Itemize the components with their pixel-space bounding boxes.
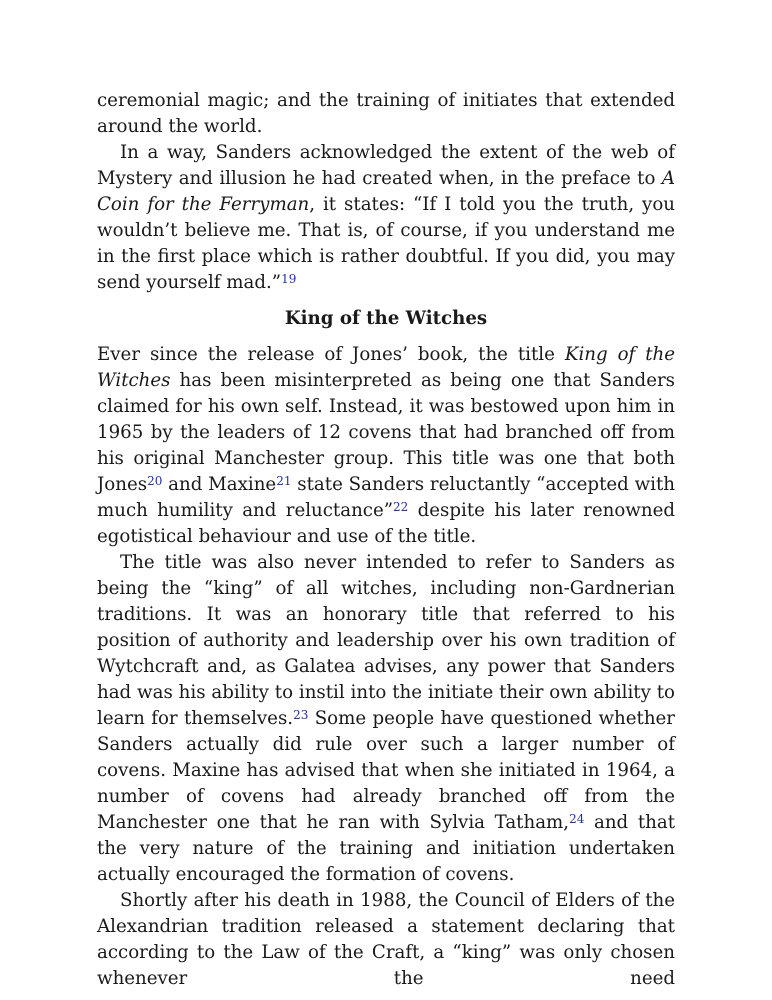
paragraph-text: and that the very nature of the training and initiation undertaken actually encouraged the formation of covens. <box>97 812 676 885</box>
paragraph-continued <box>97 88 675 140</box>
footnote-link-21[interactable]: 21 <box>276 474 292 488</box>
section-heading: King of the Witches <box>284 308 488 329</box>
paragraph-council <box>97 888 675 992</box>
paragraph-text: ceremonial magic; and the training of initiates that extended around the world. <box>97 90 675 137</box>
paragraph-text: The title was also never intended to refer to Sanders as being the “king” of all witches, including non-Gardnerian traditions. It was an honorary title that referred to his position of authority and leadership over his own tradition of Wytchcraft and, as Galatea advises, any power that Sanders had was his ability to instil into the initiate their own ability to learn for themselves. <box>97 552 675 729</box>
footnote-link-22[interactable]: 22 <box>393 500 409 514</box>
footnote-link-24[interactable]: 24 <box>569 812 585 826</box>
paragraph-text: and Maxine <box>162 474 277 495</box>
footnote-link-19[interactable]: 19 <box>281 272 297 286</box>
paragraph-preface <box>97 140 675 296</box>
paragraph-text: state Sanders reluctantly “accepted with much humility and reluctance” <box>97 474 675 521</box>
paragraph-honorary-title <box>97 550 675 888</box>
paragraph-text: , it states: “If I told you the truth, you wouldn’t believe me. That is, of course, if you understand me in the first place which is rather doubtful. If you did, you may send yourself mad.” <box>97 194 675 293</box>
paragraph-text: has been misinterpreted as being one that Sanders claimed for his own self. Instead, it was bestowed upon him in 1965 by the leaders of 12 covens that had branched off from his original Manchester group. This title was one that both Jones <box>97 370 675 495</box>
paragraph-title-origin <box>97 342 675 550</box>
paragraph-text: despite his later renowned egotistical behaviour and use of the title. <box>97 500 675 547</box>
paragraph-text: Shortly after his death in 1988, the Council of Elders of the Alexandrian tradition released a statement declaring that according to the Law of the Craft, a “king” was only chosen whenever the need <box>97 890 675 989</box>
book-title: King of the Witches <box>97 344 675 391</box>
page-body <box>97 88 675 992</box>
book-title: A Coin for the Ferryman <box>97 168 675 215</box>
footnote-link-23[interactable]: 23 <box>293 708 309 722</box>
paragraph-text: Ever since the release of Jones’ book, the title <box>97 344 565 365</box>
paragraph-text: Some people have questioned whether Sanders actually did rule over such a larger number of covens. Maxine has advised that when she initiated in 1964, a number of covens had already branched off from the Manchester one that he ran with Sylvia Tatham, <box>97 708 675 833</box>
footnote-link-20[interactable]: 20 <box>147 474 163 488</box>
paragraph-text: In a way, Sanders acknowledged the extent of the web of Mystery and illusion he had created when, in the preface to <box>97 142 675 189</box>
